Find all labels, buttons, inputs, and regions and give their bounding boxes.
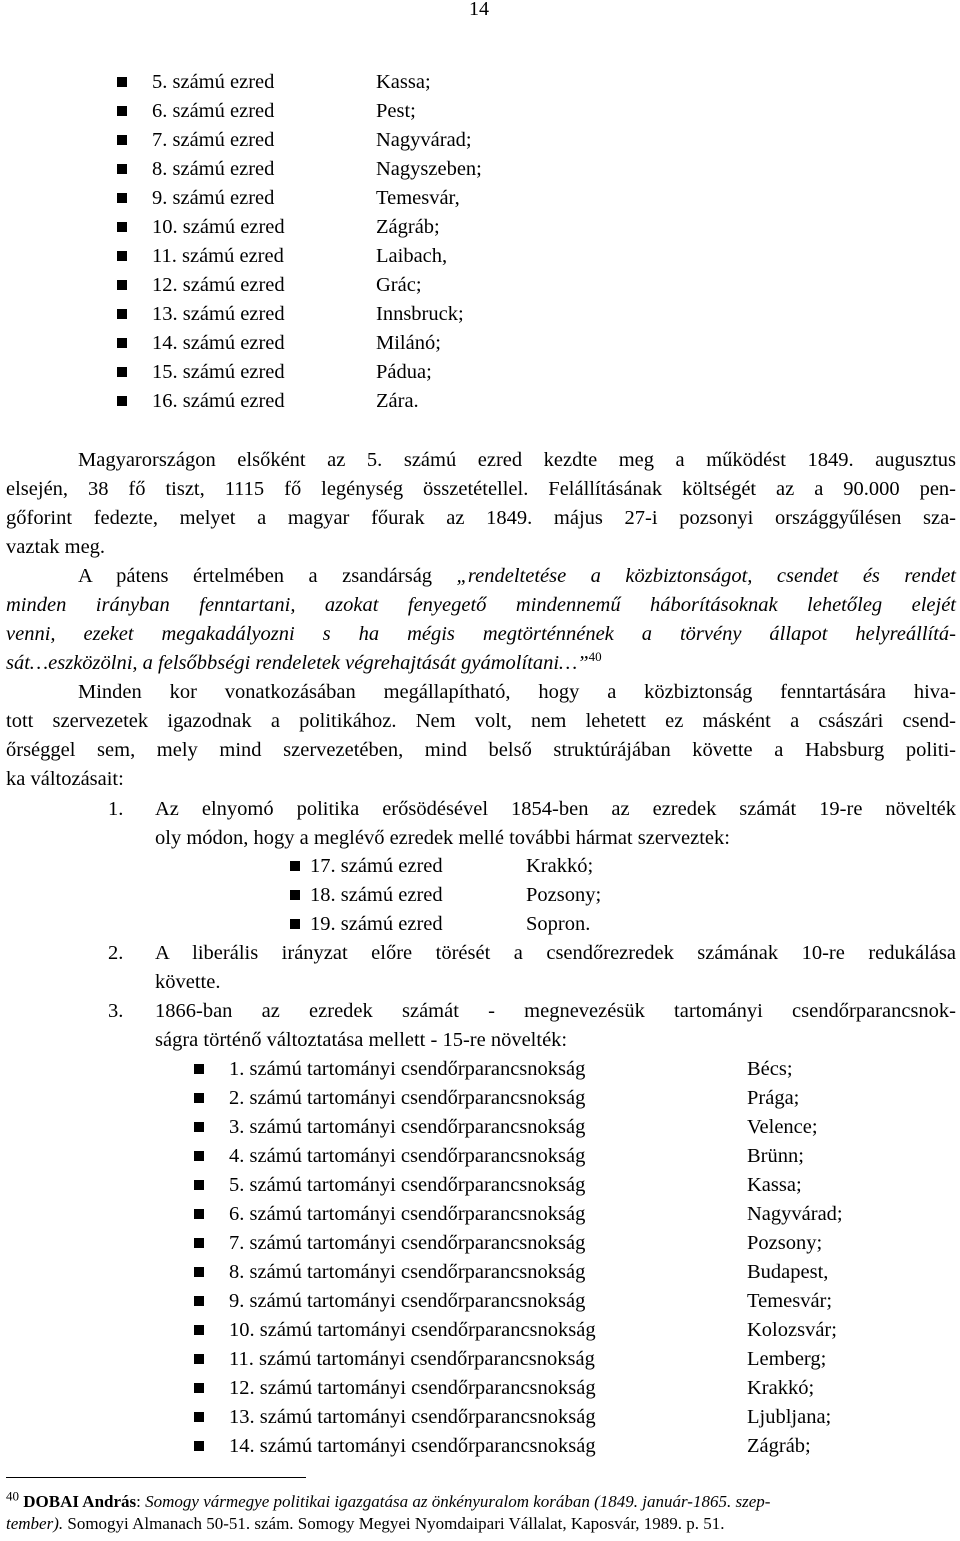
list-item-city: Pádua; bbox=[376, 361, 432, 383]
footnote-line: tember). Somogyi Almanach 50-51. szám. Somogy Megyei Nyomdaipari Vállalat, Kaposvár, 1989. p. 51. bbox=[6, 1514, 725, 1533]
square-bullet-icon bbox=[290, 861, 300, 871]
list-item-label: 18. számú ezred bbox=[310, 884, 443, 906]
item-number: 1. bbox=[108, 798, 124, 820]
footnote-number: 40 bbox=[6, 1488, 19, 1504]
text-line: elsején, 38 fő tiszt, 1115 fő legénység összetétellel. Felállításának költségét az a 90.000 pen- bbox=[6, 478, 956, 500]
list-item-city: Brünn; bbox=[747, 1145, 804, 1167]
footnote-author: DOBAI András bbox=[23, 1492, 137, 1511]
square-bullet-icon bbox=[117, 135, 127, 145]
square-bullet-icon bbox=[290, 890, 300, 900]
list-item-city: Temesvár; bbox=[747, 1290, 833, 1312]
text-line: Az elnyomó politika erősödésével 1854-ben az ezredek számát 19-re növelték bbox=[155, 798, 956, 820]
list-item-city: Zágráb; bbox=[376, 216, 440, 238]
text-line: 1866-ban az ezredek számát - megnevezésük tartományi csendőrparancsnok- bbox=[155, 1000, 956, 1022]
square-bullet-icon bbox=[194, 1296, 204, 1306]
list-item-city: Laibach, bbox=[376, 245, 448, 267]
text-line: venni, ezeket megakadályozni s ha mégis megtörténnének a törvény állapot helyreállítá- bbox=[6, 623, 956, 645]
text-line: gőforint fedezte, melyet a magyar főurak az 1849. május 27-i pozsonyi országgyűlésen sza- bbox=[6, 507, 956, 529]
square-bullet-icon bbox=[117, 251, 127, 261]
text-line: követte. bbox=[155, 971, 221, 993]
list-item-label: 13. számú tartományi csendőrparancsnokság bbox=[229, 1406, 596, 1428]
footnote-ref[interactable]: 40 bbox=[588, 649, 602, 665]
square-bullet-icon bbox=[117, 193, 127, 203]
square-bullet-icon bbox=[194, 1064, 204, 1074]
list-item-city: Nagyszeben; bbox=[376, 158, 482, 180]
list-item-city: Krakkó; bbox=[526, 855, 594, 877]
list-item-label: 15. számú ezred bbox=[152, 361, 285, 383]
square-bullet-icon bbox=[194, 1238, 204, 1248]
list-item-city: Kassa; bbox=[376, 71, 431, 93]
list-item-label: 5. számú ezred bbox=[152, 71, 275, 93]
list-item-label: 6. számú ezred bbox=[152, 100, 275, 122]
list-item-city: Prága; bbox=[747, 1087, 800, 1109]
list-item-city: Innsbruck; bbox=[376, 303, 464, 325]
footnote-title: Somogy vármegye politikai igazgatása az önkényuralom korában (1849. január-1865. szep- bbox=[145, 1492, 771, 1511]
square-bullet-icon bbox=[117, 280, 127, 290]
list-item-label: 12. számú tartományi csendőrparancsnokság bbox=[229, 1377, 596, 1399]
list-item-city: Grác; bbox=[376, 274, 422, 296]
list-item-city: Velence; bbox=[747, 1116, 818, 1138]
square-bullet-icon bbox=[117, 222, 127, 232]
list-item-label: 19. számú ezred bbox=[310, 913, 443, 935]
square-bullet-icon bbox=[194, 1180, 204, 1190]
list-item-city: Zára. bbox=[376, 390, 419, 412]
list-item-label: 4. számú tartományi csendőrparancsnokság bbox=[229, 1145, 586, 1167]
list-item-city: Lemberg; bbox=[747, 1348, 827, 1370]
footnote bbox=[6, 1488, 956, 1535]
list-item-label: 3. számú tartományi csendőrparancsnokság bbox=[229, 1116, 586, 1138]
footnote-line: $^{40}$ DOBAI András: Somogy vármegye politikai igazgatása az önkényuralom korában (1849. január-1865. szep- bbox=[6, 1488, 771, 1511]
list-item-city: Milánó; bbox=[376, 332, 441, 354]
square-bullet-icon bbox=[194, 1412, 204, 1422]
page-number: 14 bbox=[469, 0, 489, 20]
square-bullet-icon bbox=[194, 1267, 204, 1277]
list-item-label: 9. számú tartományi csendőrparancsnokság bbox=[229, 1290, 586, 1312]
list-item-label: 9. számú ezred bbox=[152, 187, 275, 209]
square-bullet-icon bbox=[117, 396, 127, 406]
list-item-label: 13. számú ezred bbox=[152, 303, 285, 325]
text-line: A liberális irányzat előre törését a csendőrezredek számának 10-re redukálása bbox=[155, 942, 956, 964]
list-item-label: 2. számú tartományi csendőrparancsnokság bbox=[229, 1087, 586, 1109]
square-bullet-icon bbox=[117, 106, 127, 116]
square-bullet-icon bbox=[117, 367, 127, 377]
list-item-city: Bécs; bbox=[747, 1058, 793, 1080]
list-item-label: 12. számú ezred bbox=[152, 274, 285, 296]
list-item-label: 8. számú tartományi csendőrparancsnokság bbox=[229, 1261, 586, 1283]
square-bullet-icon bbox=[194, 1093, 204, 1103]
square-bullet-icon bbox=[194, 1209, 204, 1219]
square-bullet-icon bbox=[194, 1441, 204, 1451]
list-item-label: 5. számú tartományi csendőrparancsnokság bbox=[229, 1174, 586, 1196]
text-line: minden irányban fenntartani, azokat fenyegető mindennemű háborításoknak lehetőleg elejét bbox=[6, 594, 956, 616]
text-line: tott szervezetek igazodnak a politikához. Nem volt, nem lehetett ez másként a császári csend- bbox=[6, 710, 956, 732]
square-bullet-icon bbox=[194, 1151, 204, 1161]
list-item-label: 14. számú tartományi csendőrparancsnokság bbox=[229, 1435, 596, 1457]
list-item-city: Pest; bbox=[376, 100, 416, 122]
square-bullet-icon bbox=[194, 1325, 204, 1335]
square-bullet-icon bbox=[117, 164, 127, 174]
list-item-city: Pozsony; bbox=[526, 884, 602, 906]
list-item-label: 8. számú ezred bbox=[152, 158, 275, 180]
list-item-city: Nagyvárad; bbox=[376, 129, 472, 151]
square-bullet-icon bbox=[117, 77, 127, 87]
list-item-label: 16. számú ezred bbox=[152, 390, 285, 412]
text-line: Magyarországon elsőként az 5. számú ezred kezdte meg a működést 1849. augusztus bbox=[78, 449, 956, 471]
list-item-city: Nagyvárad; bbox=[747, 1203, 843, 1225]
text-line: oly módon, hogy a meglévő ezredek mellé további hármat szerveztek: bbox=[155, 827, 730, 849]
list-item-city: Ljubljana; bbox=[747, 1406, 832, 1428]
list-item-label: 7. számú ezred bbox=[152, 129, 275, 151]
square-bullet-icon bbox=[290, 919, 300, 929]
square-bullet-icon bbox=[117, 338, 127, 348]
list-item-city: Krakkó; bbox=[747, 1377, 815, 1399]
list-item-label: 17. számú ezred bbox=[310, 855, 443, 877]
list-item-city: Budapest, bbox=[747, 1261, 829, 1283]
item-number: 3. bbox=[108, 1000, 124, 1022]
text-line: A pátens értelmében a zsandárság „rendeltetése a közbiztonságot, csendet és rendet bbox=[78, 565, 956, 587]
list-item-label: 10. számú tartományi csendőrparancsnokság bbox=[229, 1319, 596, 1341]
list-item-label: 11. számú tartományi csendőrparancsnokság bbox=[229, 1348, 595, 1370]
footnote-divider bbox=[6, 1477, 306, 1478]
square-bullet-icon bbox=[194, 1354, 204, 1364]
list-item-label: 1. számú tartományi csendőrparancsnokság bbox=[229, 1058, 586, 1080]
text-line: ka változásait: bbox=[6, 768, 124, 790]
list-item-label: 7. számú tartományi csendőrparancsnokság bbox=[229, 1232, 586, 1254]
list-item-city: Pozsony; bbox=[747, 1232, 823, 1254]
list-item-label: 11. számú ezred bbox=[152, 245, 284, 267]
text-line: sát…eszközölni, a felsőbbségi rendeletek végrehajtását gyámolítani…”$^{40}$ bbox=[6, 649, 602, 674]
text-line: Minden kor vonatkozásában megállapítható, hogy a közbiztonság fenntartására hiva- bbox=[78, 681, 956, 703]
item-number: 2. bbox=[108, 942, 124, 964]
list-item-city: Zágráb; bbox=[747, 1435, 811, 1457]
list-item-city: Kolozsvár; bbox=[747, 1319, 837, 1341]
square-bullet-icon bbox=[194, 1383, 204, 1393]
square-bullet-icon bbox=[194, 1122, 204, 1132]
list-item-city: Kassa; bbox=[747, 1174, 802, 1196]
list-item-city: Sopron. bbox=[526, 913, 591, 935]
list-item-city: Temesvár, bbox=[376, 187, 460, 209]
square-bullet-icon bbox=[117, 309, 127, 319]
list-item-label: 10. számú ezred bbox=[152, 216, 285, 238]
text-line: vaztak meg. bbox=[6, 536, 106, 558]
list-item-label: 6. számú tartományi csendőrparancsnokság bbox=[229, 1203, 586, 1225]
text-line: ságra történő változtatása mellett - 15-re növelték: bbox=[155, 1029, 568, 1051]
list-item-label: 14. számú ezred bbox=[152, 332, 285, 354]
text-line: őrséggel sem, mely mind szervezetében, mind belső struktúrájában követte a Habsburg politi- bbox=[6, 739, 956, 761]
